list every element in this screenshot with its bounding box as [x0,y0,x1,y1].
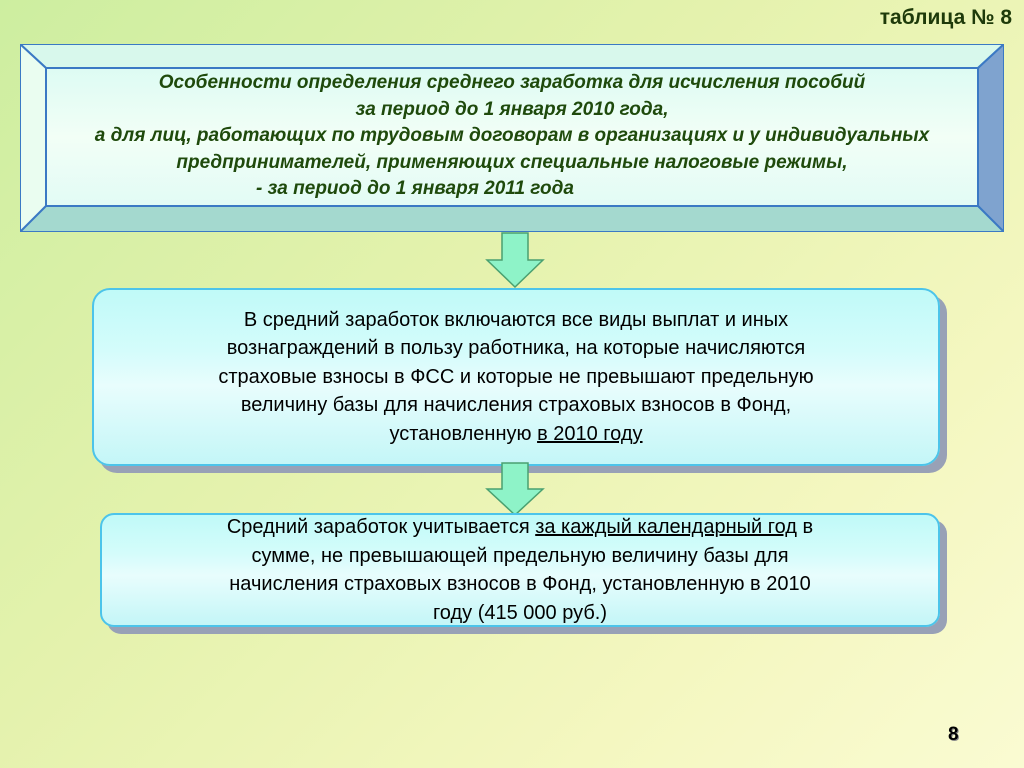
header-line-4: предпринимателей, применяющих специальные налоговые режимы, [176,151,848,173]
box1-line-2: вознаграждений в пользу работника, на которые начисляются [226,337,806,360]
header-line-2: за период до 1 января 2010 года, [355,98,669,120]
box1-year-emphasis: в 2010 году [537,422,643,445]
box1-line-5-prefix: установленную [389,422,538,445]
box2-line-2: сумме, не превышающей предельную величину базы для [251,544,789,567]
box2-line-1-prefix: Средний заработок учитывается [226,516,536,538]
box1-line-1: В средний заработок включаются все виды выплат и иных [243,308,789,331]
header-line-5: - за период до 1 января 2011 года [256,178,574,199]
header-title [0,70,1024,212]
page-number: 8 [948,724,959,745]
header-line-1: Особенности определения среднего заработка для исчисления пособий [158,72,866,93]
box2-line-1-suffix: в [796,516,814,538]
down-arrow-icon [485,232,545,293]
table-number-label: таблица № 8 [879,6,1012,29]
box2-line-1 [227,513,813,542]
box2-line-4: году (415 000 руб.) [432,601,608,624]
header-line-3: а для лиц, работающих по трудовым договорам в организациях и у индивидуальных [94,125,930,146]
box2-calendar-year-emphasis: за каждый календарный год [535,516,797,538]
included-payments-box [92,288,940,466]
annual-earnings-box [100,513,940,627]
box2-line-3: начисления страховых взносов в Фонд, установленную в 2010 [229,573,811,595]
box1-line-5 [389,420,642,449]
box1-line-4: величину базы для начисления страховых взносов в Фонд, [240,394,792,417]
box1-line-3: страховые взносы в ФСС и которые не превышают предельную [218,365,814,388]
